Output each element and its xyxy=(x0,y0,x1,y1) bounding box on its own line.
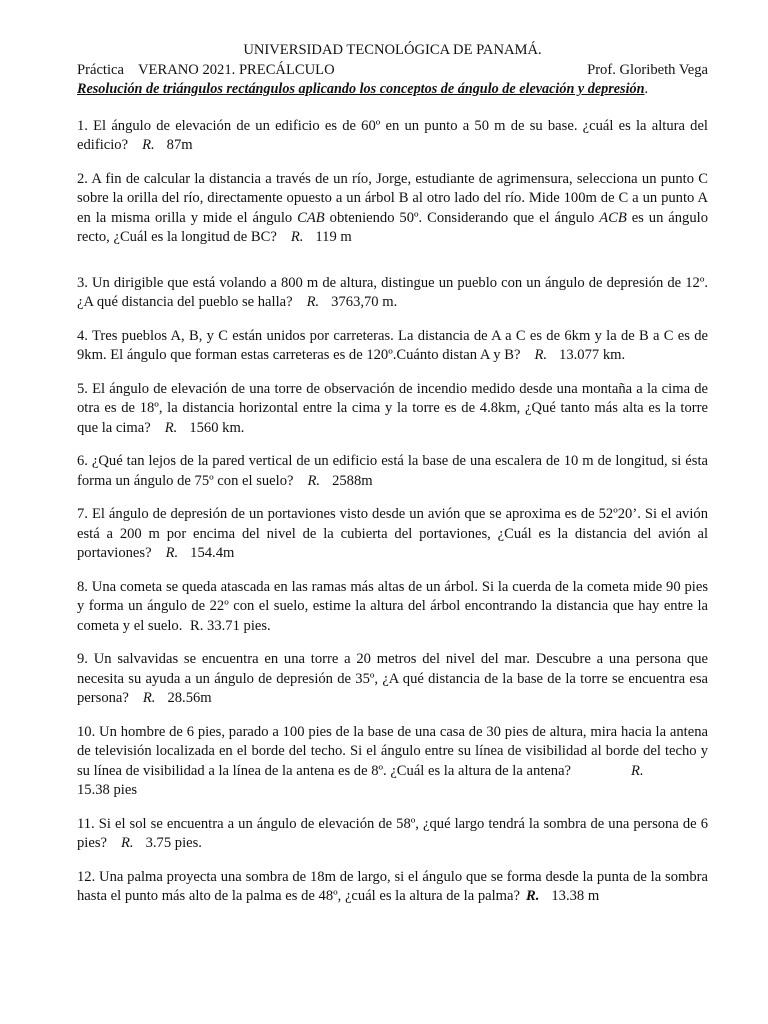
professor-name: Prof. Gloribeth Vega xyxy=(587,61,708,78)
course-name: VERANO 2021. PRECÁLCULO xyxy=(138,61,335,78)
problem-3: 3. Un dirigible que está volando a 800 m de altura, distingue un pueblo con un ángulo de depresión de 12º. ¿A qué distancia del pueblo se halla? R. 3763,70 m. xyxy=(77,274,708,310)
practice-label: Práctica xyxy=(77,61,124,78)
problem-9: 9. Un salvavidas se encuentra en una torre a 20 metros del nivel del mar. Descubre a una persona que necesita su ayuda a un ángulo de depresión de 35º, ¿A qué distancia de la base de la torre se encuentra esa persona? R. 28.56m xyxy=(77,651,708,706)
problem-10: 10. Un hombre de 6 pies, parado a 100 pies de la base de una casa de 30 pies de altura, mira hacia la antena de televisión localizada en el borde del techo. Si el ángulo entre su línea de visibilidad al borde del techo y su línea de visibilidad a la línea de la antena es de 8º. ¿Cuál es la altura de la antena? R. 15.38 pies xyxy=(77,723,708,798)
answer-6: 2588m xyxy=(332,472,373,489)
answer-4: 13.077 km. xyxy=(559,347,626,363)
problem-11: 11. Si el sol se encuentra a un ángulo de elevación de 58º, ¿qué largo tendrá la sombra de una persona de 6 pies? R. 3.75 pies. xyxy=(77,815,708,851)
answer-11: 3.75 pies. xyxy=(145,835,202,851)
university-title: UNIVERSIDAD TECNOLÓGICA DE PANAMÁ. xyxy=(243,42,542,58)
problem-1: 1. El ángulo de elevación de un edificio es de 60º en un punto a 50 m de su base. ¿cuál es la altura del edificio? R. 87m xyxy=(77,117,708,153)
problem-8: 8. Una cometa se queda atascada en las ramas más altas de un árbol. Si la cuerda de la cometa mide 90 pies y forma un ángulo de 22º con el suelo, estime la altura del árbol encontrando la distancia que hay entre la cometa y el suelo. R. 33.71 pies. xyxy=(77,578,708,634)
answer-1: 87m xyxy=(166,137,193,153)
problem-2: 2. A fin de calcular la distancia a través de un río, Jorge, estudiante de agrimensura, selecciona un punto C sobre la orilla del río, directamente opuesto a un árbol B al otro lado del río. Mide 100m de C a un punto A en la misma orilla y mide el ángulo CAB obteniendo 50º. Considerando que el ángulo ACB es un ángulo recto, ¿Cuál es la longitud de BC? R. 119 m xyxy=(77,170,709,245)
answer-3: 3763,70 m. xyxy=(331,294,398,310)
answer-9: 28.56m xyxy=(167,690,212,706)
answer-10: 15.38 pies xyxy=(77,782,137,798)
problem-5: 5. El ángulo de elevación de una torre de observación de incendio medido desde una montaña a la cima de otra es de 18º, la distancia horizontal entre la cima y la torre es de 4.8km, ¿Qué tanto más alta es la torre que la cima? R. 1560 km. xyxy=(77,380,708,436)
answer-12: 13.38 m xyxy=(551,888,600,904)
problem-12: 12. Una palma proyecta una sombra de 18m de largo, si el ángulo que se forma desde la punta de la sombra hasta el punto más alto de la palma es de 48º, ¿cuál es la altura de la palma? R. 13.38 m xyxy=(77,868,708,904)
problem-6: 6. ¿Qué tan lejos de la pared vertical de un edificio está la base de una escalera de 10 m de longitud, si ésta forma un ángulo de 75º con el suelo? R. 2588m xyxy=(77,453,708,489)
problem-4: 4. Tres pueblos A, B, y C están unidos por carreteras. La distancia de A a C es de 6km y la de B a C es de 9km. El ángulo que forman estas carreteras es de 120º.Cuánto distan A y B? R. 13.077 km. xyxy=(77,327,708,363)
header-row xyxy=(77,61,708,81)
answer-2: 119 m xyxy=(315,229,352,245)
answer-5: 1560 km. xyxy=(189,419,245,436)
problem-list xyxy=(77,117,708,907)
answer-7: 154.4m xyxy=(190,545,235,561)
answer-8: R. 33.71 pies. xyxy=(190,617,271,634)
document-subtitle: Resolución de triángulos rectángulos aplicando los conceptos de ángulo de elevación y depresión. xyxy=(77,81,649,97)
problem-7: 7. El ángulo de depresión de un portaviones visto desde un avión que se aproxima es de 52º20’. Si el avión está a 200 m por encima del nivel de la cubierta del portaviones, ¿Cuál es la distancia del avión al portaviones? R. 154.4m xyxy=(77,506,708,561)
